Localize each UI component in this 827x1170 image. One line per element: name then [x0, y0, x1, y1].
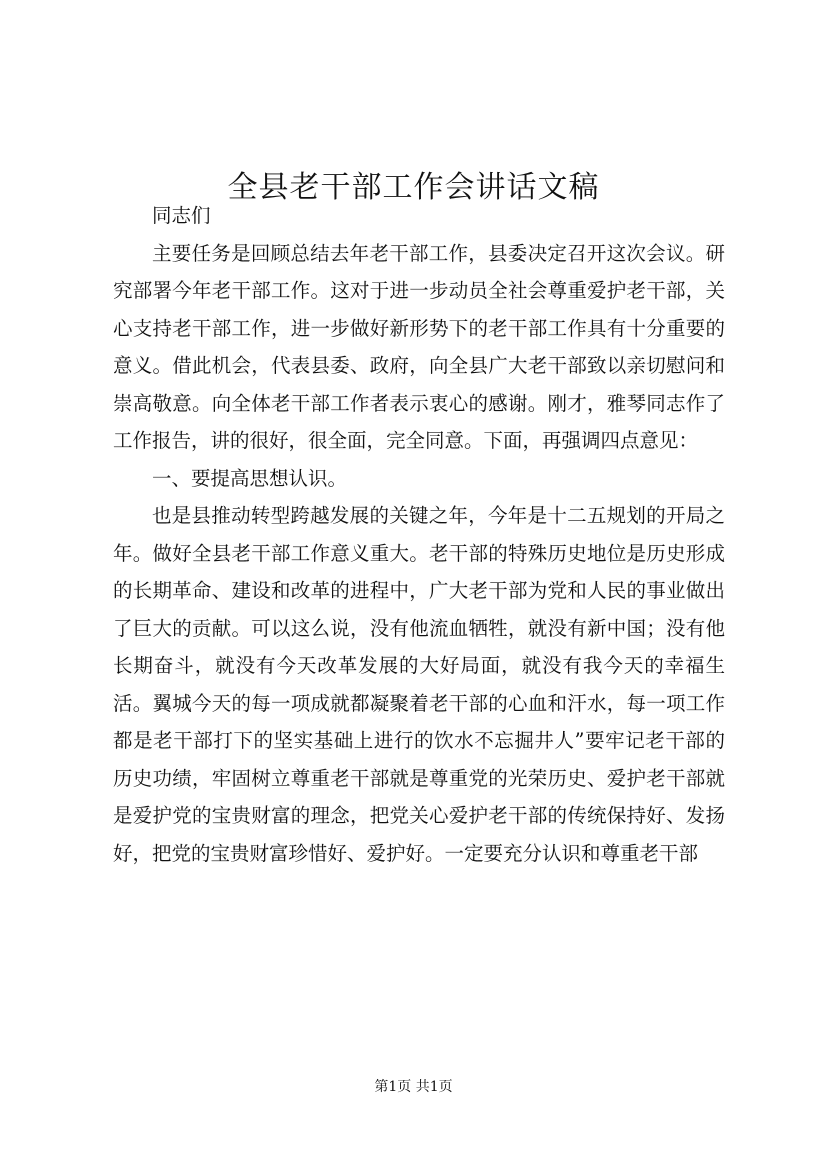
salutation-paragraph: 同志们 — [152, 204, 211, 227]
intro-paragraph: 主要任务是回顾总结去年老干部工作，县委决定召开这次会议。研究部署今年老干部工作。这对于进一步动员全社会尊重爱护老干部，关心支持老干部工作，进一步做好新形势下的老干部工作具有十分重要的意义。借此机会，代表县委、政府，向全县广大老干部致以亲切慰问和崇高敬意。向全体老干部工作者表示衷心的感谢。刚才，雅琴同志作了工作报告，讲的很好，很全面，完全同意。下面，再强调四点意见： — [113, 241, 725, 452]
body-paragraph: 也是县推动转型跨越发展的关键之年，今年是十二五规划的开局之年。做好全县老干部工作意义重大。老干部的特殊历史地位是历史形成的长期革命、建设和改革的进程中，广大老干部为党和人民的事业做出了巨大的贡献。可以这么说，没有他流血牺牲，就没有新中国；没有他长期奋斗，就没有今天改革发展的大好局面，就没有我今天的幸福生活。翼城今天的每一项成就都凝聚着老干部的心血和汗水，每一项工作都是老干部打下的坚实基础上进行的饮水不忘掘井人”要牢记老干部的历史功绩，牢固树立尊重老干部就是尊重党的光荣历史、爱护老干部就是爱护党的宝贵财富的理念，把党关心爱护老干部的传统保持好、发扬好，把党的宝贵财富珍惜好、爱护好。一定要充分认识和尊重老干部 — [113, 504, 725, 865]
document-body — [113, 197, 725, 872]
document-title: 全县老干部工作会讲话文稿 — [227, 170, 600, 206]
section-heading: 一、要提高思想认识。 — [152, 466, 348, 490]
page-footer: 第1页 共1页 — [374, 1079, 453, 1095]
